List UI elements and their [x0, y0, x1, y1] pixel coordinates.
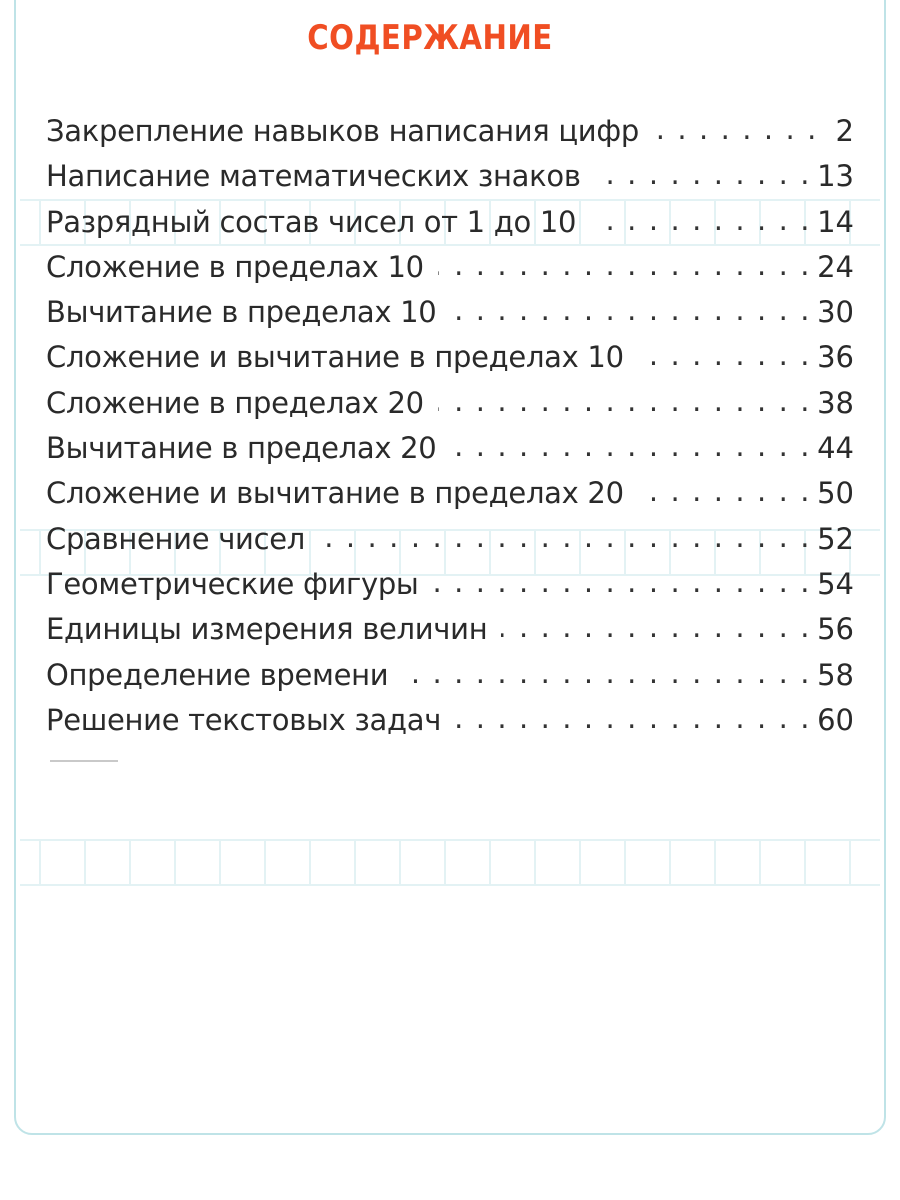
toc-dot-leader: [653, 112, 818, 147]
toc-entry: [46, 431, 854, 476]
toc-entry-title: Сложение и вычитание в пределах 10: [46, 340, 624, 375]
toc-dot-leader: [438, 248, 811, 283]
toc-entry: [46, 205, 854, 250]
toc-entry-title: Сложение в пределах 10: [46, 249, 424, 284]
toc-entry: [46, 159, 854, 204]
toc-dot-leader: [638, 474, 811, 509]
toc-dot-leader: [638, 338, 811, 373]
toc-entry-title: Разрядный состав чисел от 1 до 10: [46, 204, 577, 239]
toc-dot-leader: [595, 157, 811, 192]
toc-entry: [46, 476, 854, 521]
toc-dot-leader: [501, 610, 811, 645]
toc-entry-page-number: 52: [817, 521, 854, 556]
toc-entry: [46, 386, 854, 431]
toc-entry-page-number: 24: [817, 249, 854, 284]
table-of-contents: [46, 114, 854, 748]
toc-entry-title: Вычитание в пределах 20: [46, 431, 437, 466]
toc-dot-leader: [438, 384, 811, 419]
toc-entry: [46, 567, 854, 612]
toc-entry-title: Определение времени: [46, 657, 389, 692]
toc-entry-page-number: 13: [817, 159, 854, 194]
toc-entry-page-number: 14: [817, 204, 854, 239]
toc-entry: [46, 703, 854, 748]
toc-entry-page-number: 56: [817, 612, 854, 647]
toc-entry: [46, 250, 854, 295]
toc-entry-page-number: 38: [817, 385, 854, 420]
toc-entry-title: Сложение в пределах 20: [46, 385, 424, 420]
divider: [50, 760, 118, 762]
toc-dot-leader: [319, 520, 811, 555]
toc-entry-title: Написание математических знаков: [46, 159, 581, 194]
toc-entry-page-number: 30: [817, 295, 854, 330]
toc-entry-page-number: 58: [817, 657, 854, 692]
toc-entry: [46, 522, 854, 567]
toc-dot-leader: [590, 203, 811, 238]
toc-entry-title: Сравнение чисел: [46, 521, 305, 556]
toc-entry: [46, 114, 854, 159]
toc-entry-page-number: 2: [835, 114, 854, 148]
toc-dot-leader: [402, 656, 811, 691]
toc-entry: [46, 658, 854, 703]
toc-entry-title: Единицы измерения величин: [46, 612, 488, 647]
toc-entry: [46, 612, 854, 657]
toc-entry-page-number: 36: [817, 340, 854, 375]
toc-dot-leader: [450, 293, 811, 328]
toc-entry-title: Закрепление навыков написания цифр: [46, 114, 639, 148]
toc-entry-page-number: 44: [817, 431, 854, 466]
page-title: СОДЕРЖАНИЕ: [307, 18, 553, 58]
toc-entry-page-number: 50: [817, 476, 854, 511]
toc-entry: [46, 340, 854, 385]
toc-dot-leader: [455, 701, 811, 736]
toc-entry: [46, 295, 854, 340]
toc-entry-page-number: 54: [817, 566, 854, 601]
toc-entry-title: Сложение и вычитание в пределах 20: [46, 476, 624, 511]
toc-entry-title: Вычитание в пределах 10: [46, 295, 437, 330]
toc-entry-title: Решение текстовых задач: [46, 702, 442, 737]
toc-dot-leader: [433, 565, 812, 600]
toc-entry-title: Геометрические фигуры: [46, 566, 419, 601]
toc-entry-page-number: 60: [817, 702, 854, 737]
toc-dot-leader: [450, 429, 811, 464]
